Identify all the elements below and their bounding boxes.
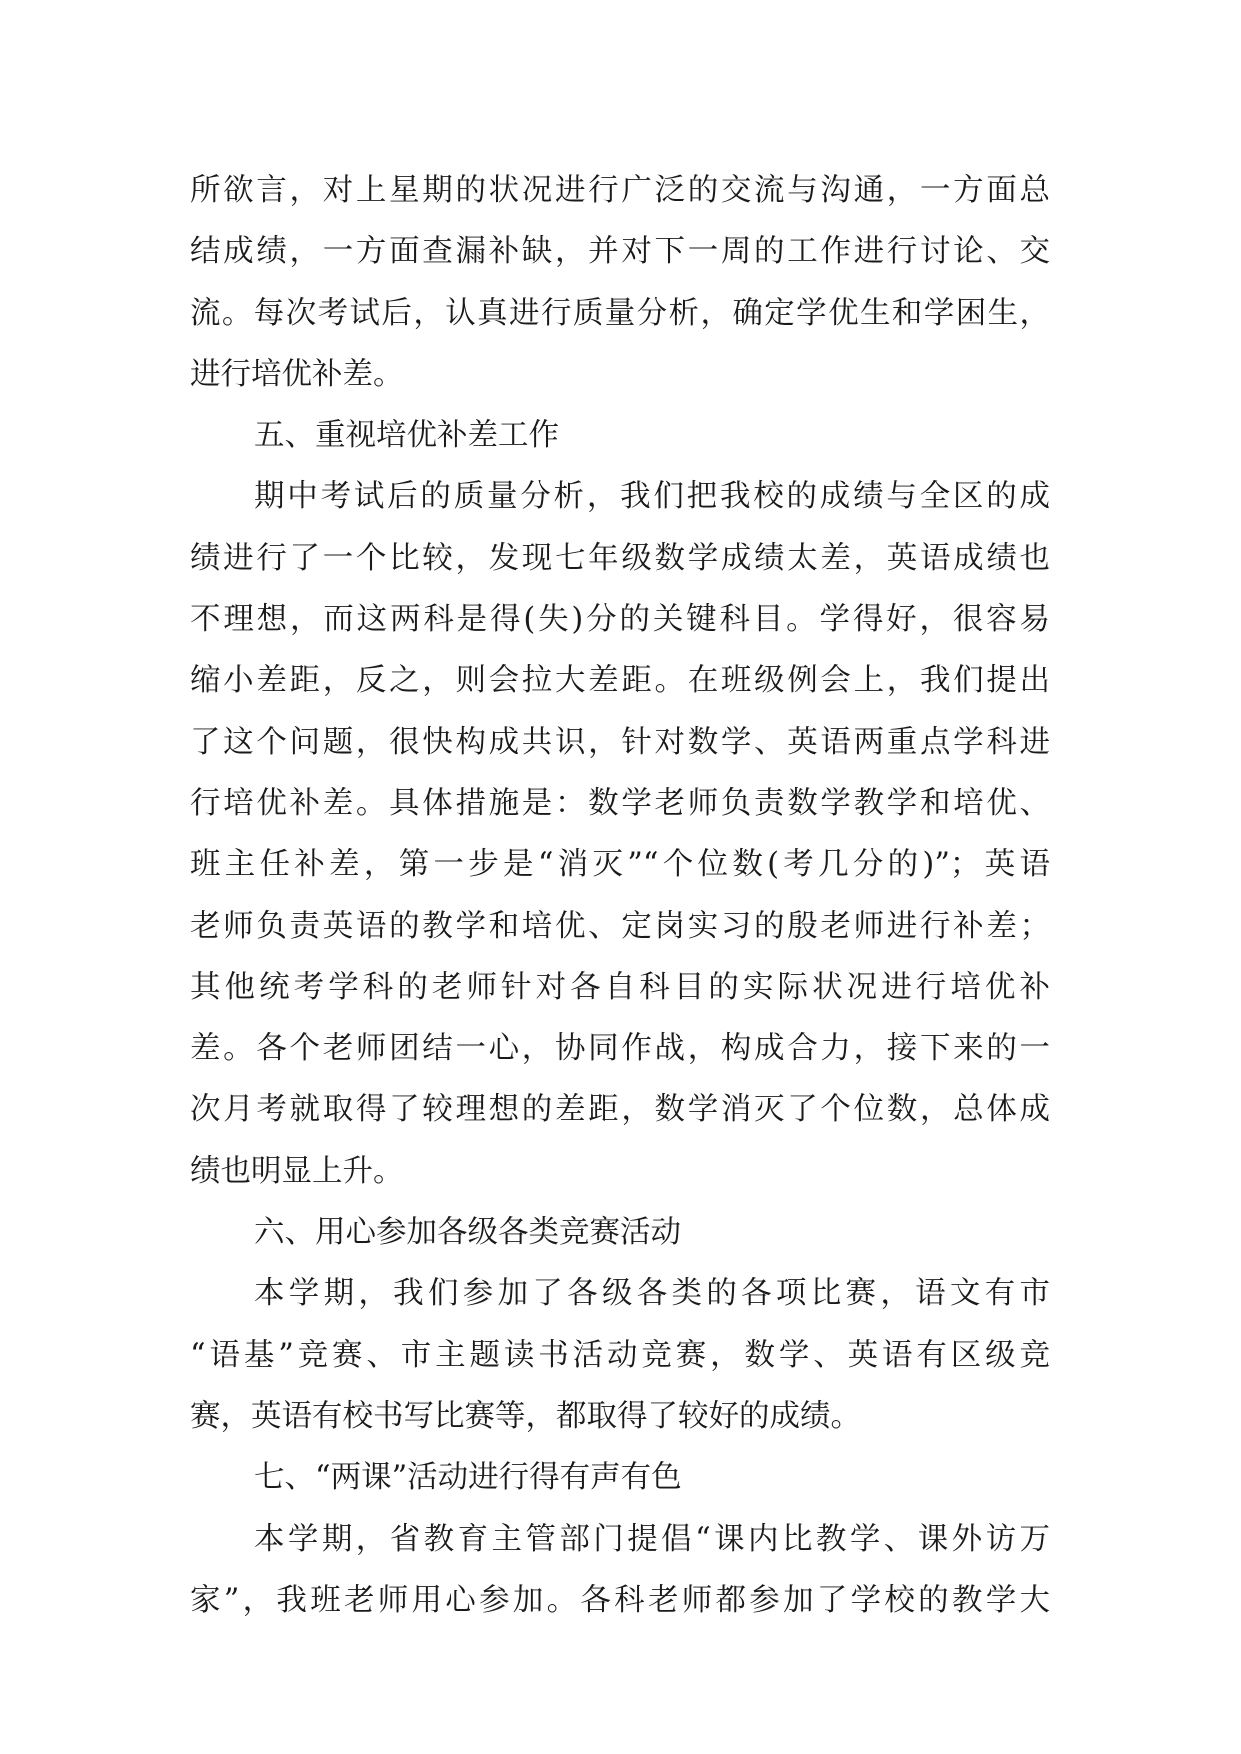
text-line: 进行培优补差。 [190, 356, 404, 392]
section-heading: 七、“两课”活动进行得有声有色 [254, 1460, 682, 1496]
text-line: 期中考试后的质量分析，我们把我校的成绩与全区的成 [254, 479, 1050, 515]
text-line: 结成绩，一方面查漏补缺，并对下一周的工作进行讨论、交 [190, 234, 1050, 270]
text-line: 次月考就取得了较理想的差距，数学消灭了个位数，总体成 [190, 1092, 1050, 1128]
text-line: “语基”竞赛、市主题读书活动竞赛，数学、英语有区级竞 [190, 1337, 1050, 1373]
text-line: 赛，英语有校书写比赛等，都取得了较好的成绩。 [190, 1398, 861, 1434]
text-line: 家”，我班老师用心参加。各科老师都参加了学校的教学大 [190, 1582, 1050, 1618]
text-line: 流。每次考试后，认真进行质量分析，确定学优生和学困生， [190, 295, 1050, 331]
text-line: 本学期，省教育主管部门提倡“课内比教学、课外访万 [254, 1521, 1050, 1557]
body-text [190, 160, 1050, 1631]
text-line: 缩小差距，反之，则会拉大差距。在班级例会上，我们提出 [190, 663, 1050, 699]
text-line: 老师负责英语的教学和培优、定岗实习的殷老师进行补差； [190, 908, 1050, 944]
text-line: 了这个问题，很快构成共识，针对数学、英语两重点学科进 [190, 724, 1050, 760]
text-line: 不理想，而这两科是得(失)分的关键科目。学得好，很容易 [190, 602, 1050, 638]
text-line: 本学期，我们参加了各级各类的各项比赛，语文有市 [254, 1276, 1050, 1312]
section-heading: 五、重视培优补差工作 [254, 418, 559, 454]
text-line: 班主任补差，第一步是“消灭”“个位数(考几分的)”；英语 [190, 847, 1050, 883]
text-line: 绩进行了一个比较，发现七年级数学成绩太差，英语成绩也 [190, 540, 1050, 576]
section-heading: 六、用心参加各级各类竞赛活动 [254, 1215, 681, 1251]
text-line: 绩也明显上升。 [190, 1153, 404, 1189]
text-line: 差。各个老师团结一心，协同作战，构成合力，接下来的一 [190, 1031, 1050, 1067]
text-line: 行培优补差。具体措施是：数学老师负责数学教学和培优、 [190, 785, 1050, 821]
text-line: 其他统考学科的老师针对各自科目的实际状况进行培优补 [190, 969, 1050, 1005]
text-line: 所欲言，对上星期的状况进行广泛的交流与沟通，一方面总 [190, 173, 1050, 208]
